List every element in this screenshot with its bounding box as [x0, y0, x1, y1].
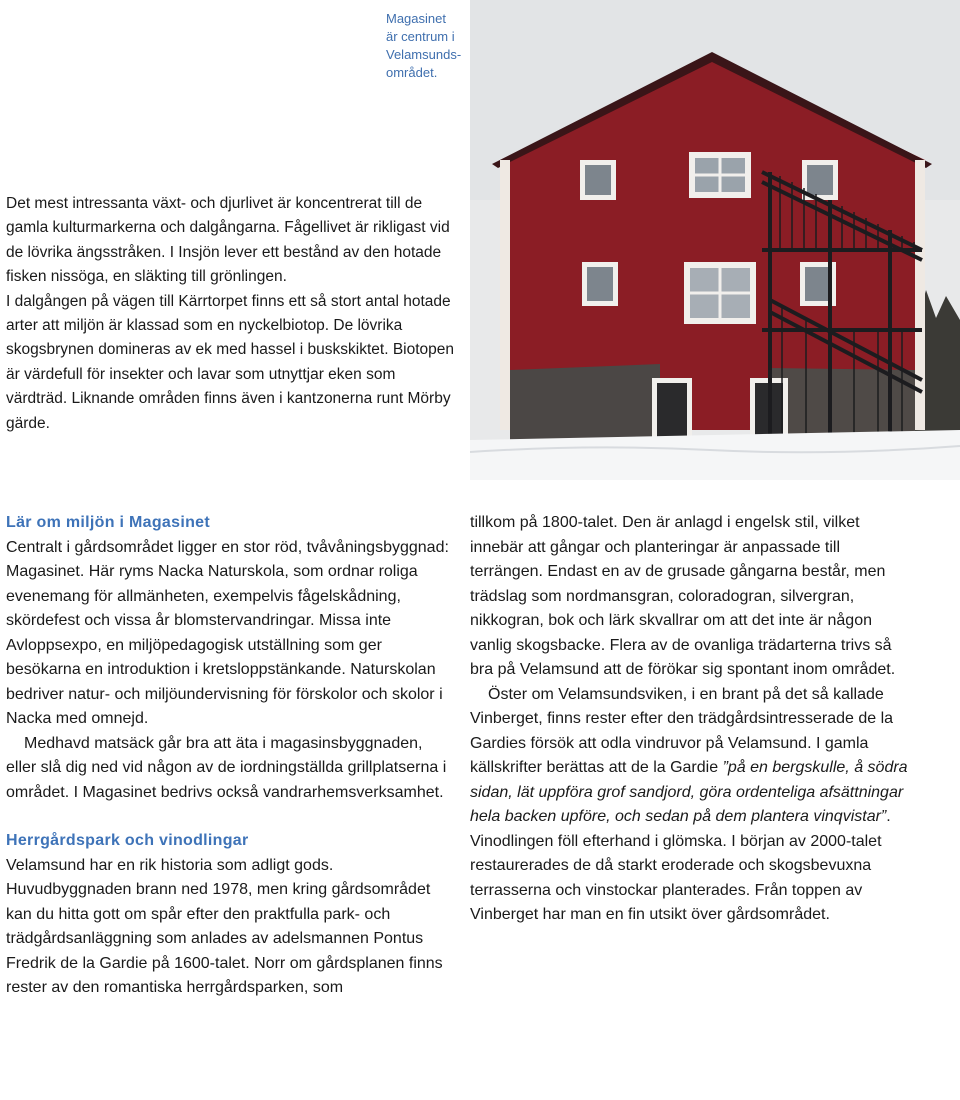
magasinet-photo [470, 0, 960, 480]
body-paragraph [470, 683, 910, 928]
caption-line: Velamsunds- [386, 47, 462, 62]
text-span: Öster om Velamsundsviken, i en brant på det så kallade Vinberget, finns rester efter den trädgårdsintresserade de la Gardies försök att odla vindruvor på Velamsund. I gamla källskrifter berättas att de la Gardie [470, 685, 894, 776]
left-column [6, 511, 454, 1001]
body-paragraph: tillkom på 1800-talet. Den är anlagd i engelsk stil, vilket innebär att gångar och planteringar är anpassade till terrängen. Endast en av de grusade gångarna består, men trädslag som nordmansgran, coloradogran, silvergran, nikkogran, bok och lärk skvallrar om att det inte är någon vanlig skogsbacke. Flera av de ovanliga trädarterna trivs så bra på Velamsund att de förökar sig spontant inom området. [470, 514, 896, 678]
photo-caption [386, 10, 466, 82]
intro-text [6, 192, 458, 436]
caption-line: området. [386, 65, 438, 80]
body-paragraph: Centralt i gårdsområdet ligger en stor röd, tvåvåningsbyggnad: Magasinet. Här ryms Nacka Naturskola, som ordnar roliga evenemang för allmänheten, exempelvis fågelskådning, skördefest och vissa år blomstervandringar. Missa inte Avloppsexpo, en miljöpedagogisk utställning som ger besökarna en introduktion i kretsloppstänkande. Naturskolan bedriver natur- och miljöundervisning för förskolor och skolor i Nacka med omnejd. [6, 538, 449, 727]
body-paragraph: Medhavd matsäck går bra att äta i magasinsbyggnaden, eller slå dig ned vid någon av de iordningställda grillplatserna i området. I Magasinet bedrivs också vandrarhemsverksamhet. [6, 734, 447, 801]
right-column [470, 511, 910, 928]
section-heading: Herrgårdspark och vinodlingar [6, 832, 249, 849]
intro-paragraph: Det mest intressanta växt- och djurlivet är koncentrerat till de gamla kulturmarkerna och dalgångarna. Fågellivet är rikligast vid de lövrika ängsstråken. I Insjön lever ett bestånd av den hotade fisken nissöga, en släkting till grönlingen. [6, 195, 450, 286]
red-house-photo-icon [470, 0, 960, 480]
caption-line: är centrum i [386, 29, 455, 44]
stone-foundation [510, 364, 660, 440]
quote-span: ”på en bergskulle, å södra sidan, lät uppföra grof sandjord, göra ordenteliga afsättningar hela backen upföre, och sedan på dem plantera vinqvistar” [470, 759, 908, 825]
body-paragraph: Velamsund har en rik historia som adligt gods. Huvudbyggnaden brann ned 1978, men kring gårdsområdet kan du hitta gott om spår efter den praktfulla park- och trädgårdsanläggning som anlades av adelsmannen Pontus Fredrik de la Gardie på 1600-talet. Norr om gårdsplanen finns rester av den romantiska herrgårdsparken, som [6, 856, 443, 996]
section-heading: Lär om miljön i Magasinet [6, 514, 210, 531]
intro-paragraph: I dalgången på vägen till Kärrtorpet finns ett så stort antal hotade arter att miljön är klassad som en nyckelbiotop. De lövrika skogsbrynen domineras av ek med hassel i buskskiktet. Biotopen är värdefull för insekter och lavar som utnyttjar eken som värdträd. Liknande områden finns även i kantzonerna runt Mörby gärde. [6, 292, 455, 432]
text-span: . Vinodlingen föll efterhand i glömska. I början av 2000-talet restaurerades de då starkt eroderade och skogsbevuxna terrasserna och vinstockar planterades. Från toppen av Vinberget har man en fin utsikt över gårdsområdet. [470, 808, 891, 923]
caption-line: Magasinet [386, 11, 446, 26]
